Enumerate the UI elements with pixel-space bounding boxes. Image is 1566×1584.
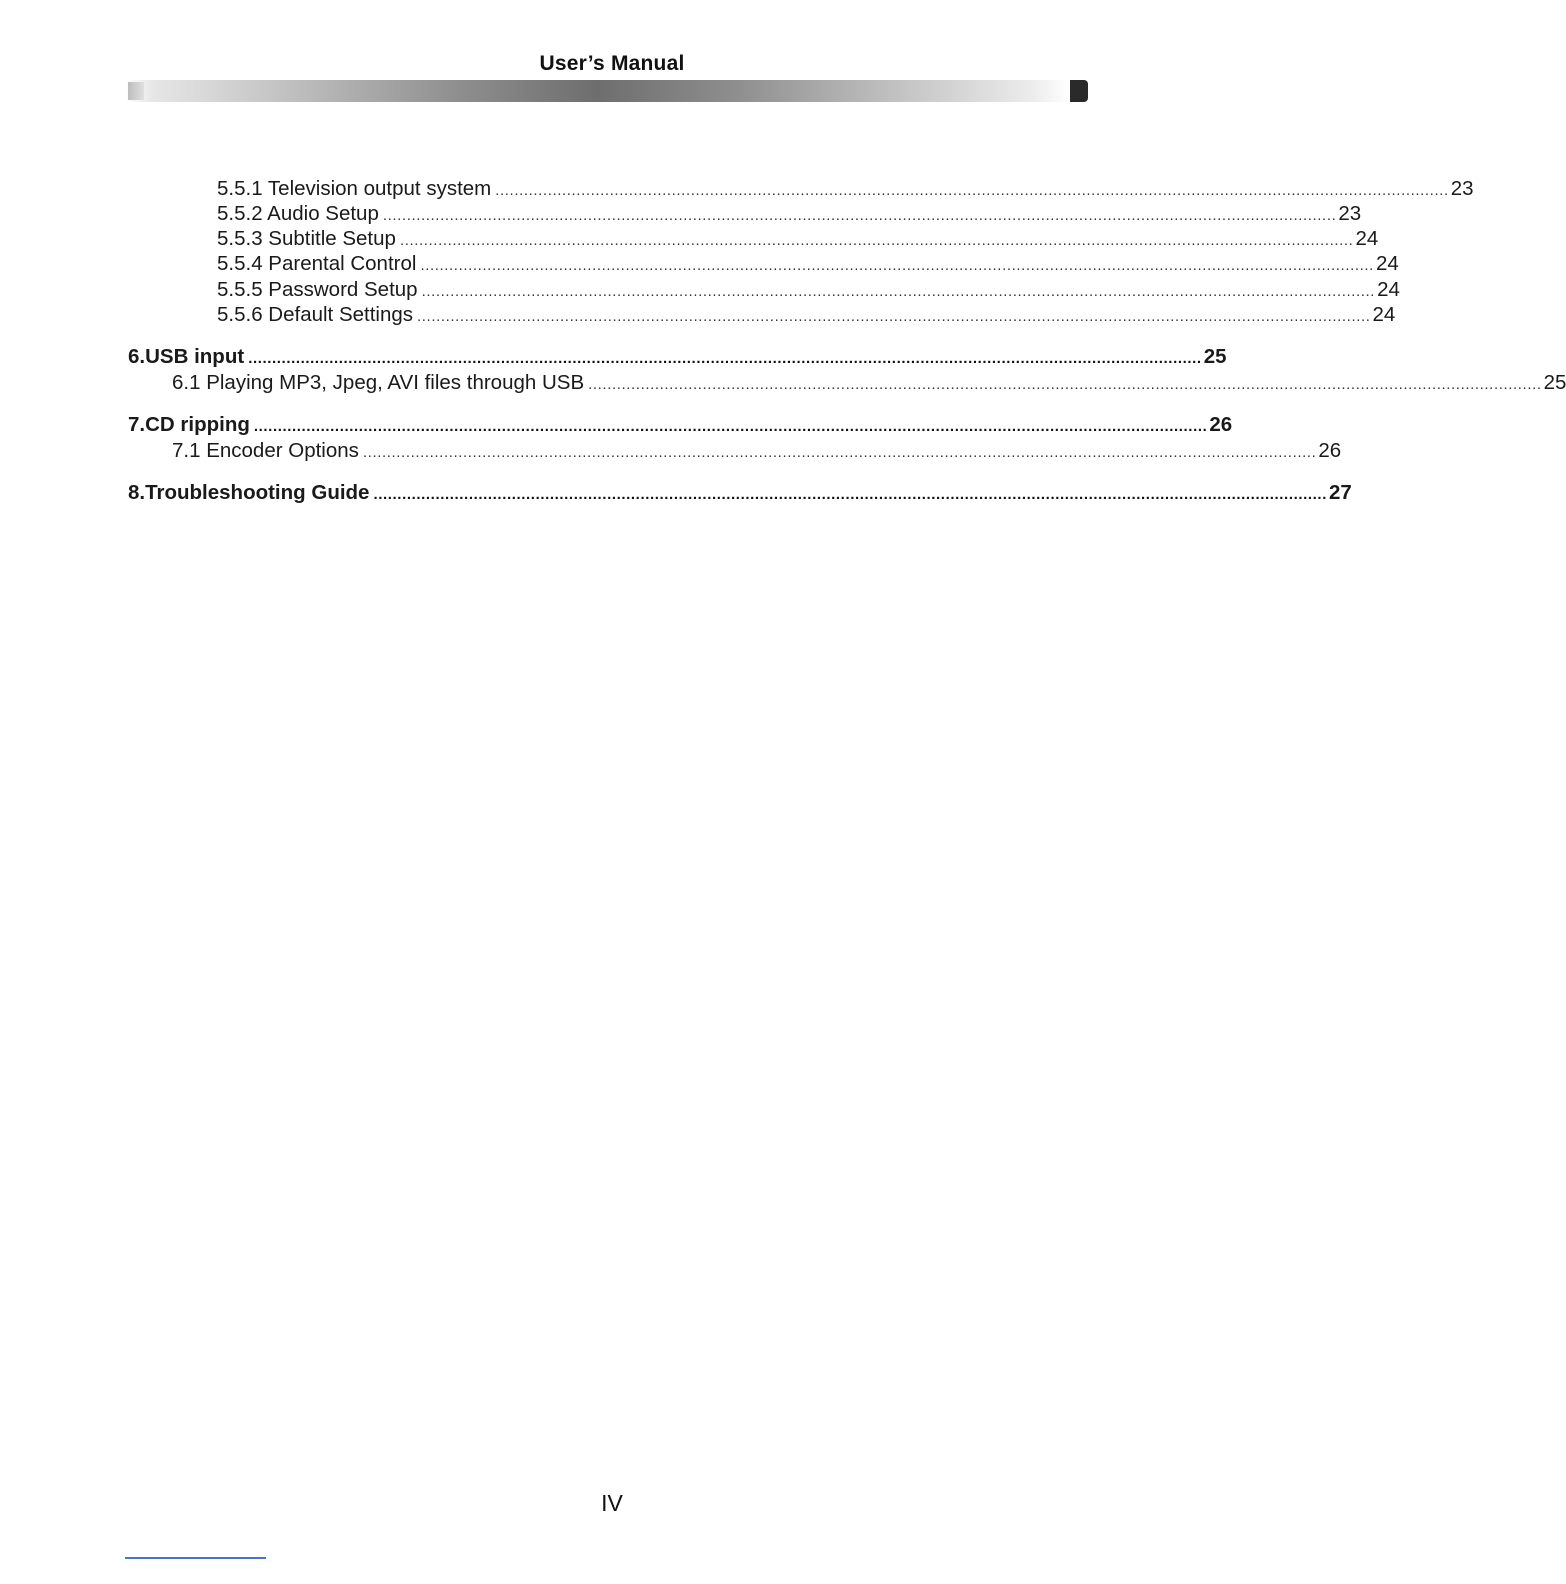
toc-section-number: 7. — [128, 413, 146, 436]
toc-leader-dots: ........................................................................................................................................................................................................ — [373, 486, 1327, 503]
toc-entry[interactable] — [172, 438, 1342, 464]
toc-entry-label: CD ripping — [145, 413, 250, 436]
toc-leader-dots: ........................................................................................................................................................................................................ — [421, 283, 1376, 300]
toc-entry[interactable] — [217, 277, 1400, 303]
toc-entry-label: Troubleshooting Guide — [145, 481, 370, 504]
toc-section-entry[interactable] — [128, 412, 1233, 438]
toc-leader-dots: ........................................................................................................................................................................................................ — [495, 182, 1449, 199]
toc-entry-page: 26 — [1209, 413, 1233, 436]
toc-entry-label: 5.5.2 Audio Setup — [217, 202, 379, 225]
toc-entry[interactable] — [217, 302, 1396, 328]
toc-entry-label: USB input — [145, 345, 245, 368]
footer-rule — [125, 1557, 266, 1559]
toc-section-number: 6. — [128, 345, 146, 368]
header-bar-right-cap — [1070, 80, 1088, 102]
toc-leader-dots: ........................................................................................................................................................................................................ — [588, 376, 1542, 393]
toc-entry-page: 24 — [1375, 252, 1399, 275]
toc-entry-label: 5.5.3 Subtitle Setup — [217, 227, 396, 250]
toc-leader-dots: ........................................................................................................................................................................................................ — [382, 207, 1337, 224]
toc-section-number: 8. — [128, 481, 146, 504]
toc-entry-label: 5.5.6 Default Settings — [217, 303, 414, 326]
toc-entry-label: 5.5.4 Parental Control — [217, 252, 417, 275]
toc-leader-dots: ........................................................................................................................................................................................................ — [362, 444, 1317, 461]
toc-entry[interactable] — [217, 251, 1399, 277]
toc-leader-dots: ........................................................................................................................................................................................................ — [248, 350, 1202, 367]
toc-entry-label: 5.5.1 Television output system — [217, 177, 492, 200]
toc-entry-page: 23 — [1450, 177, 1474, 200]
toc-entry-label: 6.1 Playing MP3, Jpeg, AVI files through USB — [172, 371, 585, 394]
toc-entry-page: 25 — [1203, 345, 1227, 368]
toc-leader-dots: ........................................................................................................................................................................................................ — [417, 308, 1371, 325]
toc-entry[interactable] — [172, 370, 1566, 396]
toc-leader-dots: ........................................................................................................................................................................................................ — [253, 418, 1208, 435]
toc-entry-page: 24 — [1377, 278, 1400, 301]
page-number: IV — [601, 1490, 623, 1516]
toc-entry-page: 23 — [1338, 202, 1362, 225]
page-header-title: User’s Manual — [539, 52, 685, 75]
toc-entry-label: 5.5.5 Password Setup — [217, 278, 418, 301]
toc-entry[interactable] — [217, 226, 1379, 252]
toc-leader-dots: ........................................................................................................................................................................................................ — [399, 232, 1354, 249]
toc-entry-page: 27 — [1328, 481, 1352, 504]
toc-entry-page: 26 — [1318, 439, 1342, 462]
header-bar-left-cap — [128, 82, 144, 100]
header-divider-bar — [125, 80, 1070, 102]
toc-leader-dots: ........................................................................................................................................................................................................ — [420, 257, 1374, 274]
toc-entry-page: 24 — [1372, 303, 1396, 326]
toc-entry[interactable] — [217, 176, 1474, 202]
toc-entry-page: 25 — [1543, 371, 1566, 394]
toc-entry-label: 7.1 Encoder Options — [172, 439, 359, 462]
toc-entry-page: 24 — [1355, 227, 1379, 250]
toc-entry[interactable] — [217, 201, 1362, 227]
toc-section-entry[interactable] — [128, 344, 1227, 370]
toc-section-entry[interactable] — [128, 480, 1352, 506]
